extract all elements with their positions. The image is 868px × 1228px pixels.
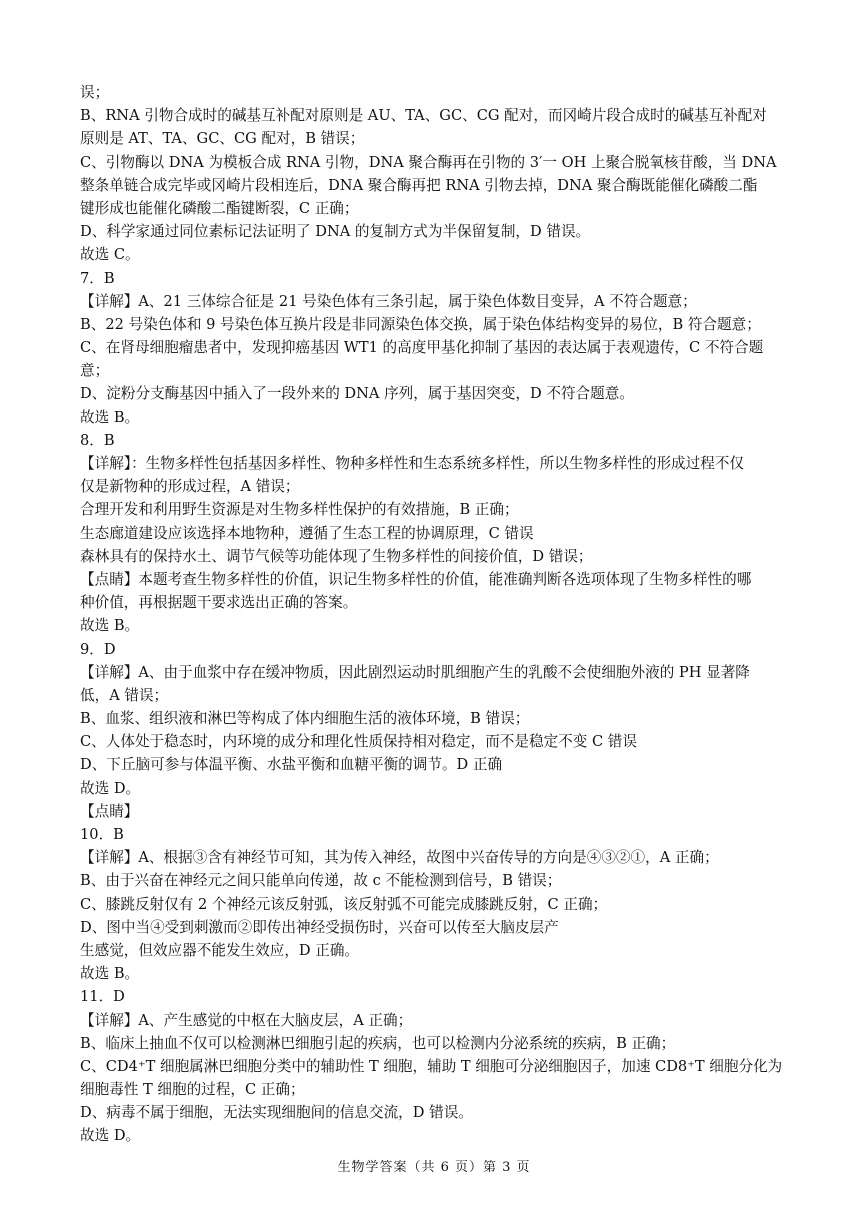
text-line: 意； [80, 362, 110, 380]
text-line: B、由于兴奋在神经元之间只能单向传递，故 c 不能检测到信号，B 错误； [80, 872, 562, 890]
text-line: 种价值，再根据题干要求选出正确的答案。 [80, 594, 358, 612]
text-line: 整条单链合成完毕或冈崎片段相连后，DNA 聚合酶再把 RNA 引物去掉，DNA 聚合酶既能催化磷酸二酯 [80, 176, 758, 194]
text-line: B、临床上抽血不仅可以检测淋巴细胞引起的疾病，也可以检测内分泌系统的疾病，B 正确； [80, 1034, 676, 1052]
text-line: C、CD4⁺T 细胞属淋巴细胞分类中的辅助性 T 细胞，辅助 T 细胞可分泌细胞因子，加速 CD8⁺T 细胞分化为 [80, 1057, 783, 1075]
text-line: 【详解】：生物多样性包括基因多样性、物种多样性和生态系统多样性，所以生物多样性的形成过程不仅 [80, 455, 745, 472]
text-line: 【点睛】本题考查生物多样性的价值，识记生物多样性的价值，能准确判断各选项体现了生物多样性的哪 [80, 570, 752, 588]
text-line: 合理开发和利用野生资源是对生物多样性保护的有效措施，B 正确； [80, 501, 519, 519]
text-line: 7．B [80, 269, 115, 287]
text-line: B、RNA 引物合成时的碱基互补配对原则是 AU、TA、GC、CG 配对，而冈崎片段合成时的碱基互补配对 [80, 107, 767, 125]
text-line: 键形成也能催化磷酸二酯键断裂，C 正确； [80, 199, 359, 217]
text-line: 11．D [80, 988, 125, 1006]
text-line: 【详解】A、21 三体综合征是 21 号染色体有三条引起，属于染色体数目变异，A 不符合题意； [80, 292, 697, 310]
text-line: 故选 D。 [80, 1127, 141, 1145]
text-line: 原则是 AT、TA、GC、CG 配对，B 错误； [80, 130, 365, 148]
text-line: 故选 C。 [80, 246, 140, 264]
text-line: 故选 B。 [80, 617, 140, 635]
text-line: B、血浆、组织液和淋巴等构成了体内细胞生活的液体环境，B 错误； [80, 710, 530, 728]
text-line: D、下丘脑可参与体温平衡、水盐平衡和血糖平衡的调节。D 正确 [80, 756, 503, 774]
text-line: C、在肾母细胞瘤患者中，发现抑癌基因 WT1 的高度甲基化抑制了基因的表达属于表观遗传，C 不符合题 [80, 339, 764, 357]
text-line: 生感觉，但效应器不能发生效应，D 正确。 [80, 941, 360, 959]
text-line: D、科学家通过同位素标记法证明了 DNA 的复制方式为半保留复制，D 错误。 [80, 223, 591, 241]
text-line: D、病毒不属于细胞，无法实现细胞间的信息交流，D 错误。 [80, 1104, 473, 1122]
text-line: 10．B [80, 826, 124, 843]
text-line: 【详解】A、由于血浆中存在缓冲物质，因此剧烈运动时肌细胞产生的乳酸不会使细胞外液的 PH 显著降 [80, 663, 750, 681]
text-line: D、淀粉分支酶基因中插入了一段外来的 DNA 序列，属于基因突变，D 不符合题意。 [80, 385, 634, 403]
text-line: 【详解】A、根据③含有神经节可知，其为传入神经，故图中兴奋传导的方向是④③②①，A 正确； [80, 849, 719, 867]
text-line: 故选 D。 [80, 779, 141, 797]
text-line: 细胞毒性 T 细胞的过程，C 正确； [80, 1081, 305, 1099]
text-line: 故选 B。 [80, 408, 140, 426]
text-line: 8．B [80, 431, 115, 449]
text-line: 生态廊道建设应该选择本地物种，遵循了生态工程的协调原理，C 错误 [80, 524, 534, 542]
text-line: 【点睛】 [80, 802, 139, 820]
text-line: C、膝跳反射仅有 2 个神经元该反射弧，该反射弧不可能完成膝跳反射，C 正确； [80, 895, 608, 913]
text-line: 误； [80, 84, 110, 101]
text-line: 仅是新物种的形成过程，A 错误； [80, 478, 300, 496]
text-line: C、人体处于稳态时，内环境的成分和理化性质保持相对稳定，而不是稳定不变 C 错误 [80, 733, 637, 751]
page-footer: 生物学答案（共 6 页）第 3 页 [337, 1160, 531, 1175]
text-line: D、图中当④受到刺激而②即传出神经受损伤时，兴奋可以传至大脑皮层产 [80, 918, 559, 936]
text-line: 故选 B。 [80, 965, 140, 983]
text-line: 9．D [80, 640, 116, 658]
text-line: C、引物酶以 DNA 为模板合成 RNA 引物，DNA 聚合酶再在引物的 3′一 OH 上聚合脱氧核苷酸，当 DNA [80, 153, 777, 171]
text-line: 森林具有的保持水土、调节气候等功能体现了生物多样性的间接价值，D 错误； [80, 547, 593, 565]
text-line: 【详解】A、产生感觉的中枢在大脑皮层，A 正确； [80, 1011, 413, 1029]
answer-text-body [80, 81, 792, 1148]
text-line: 低，A 错误； [80, 686, 169, 704]
text-line: B、22 号染色体和 9 号染色体互换片段是非同源染色体交换，属于染色体结构变异的易位，B 符合题意； [80, 315, 761, 333]
